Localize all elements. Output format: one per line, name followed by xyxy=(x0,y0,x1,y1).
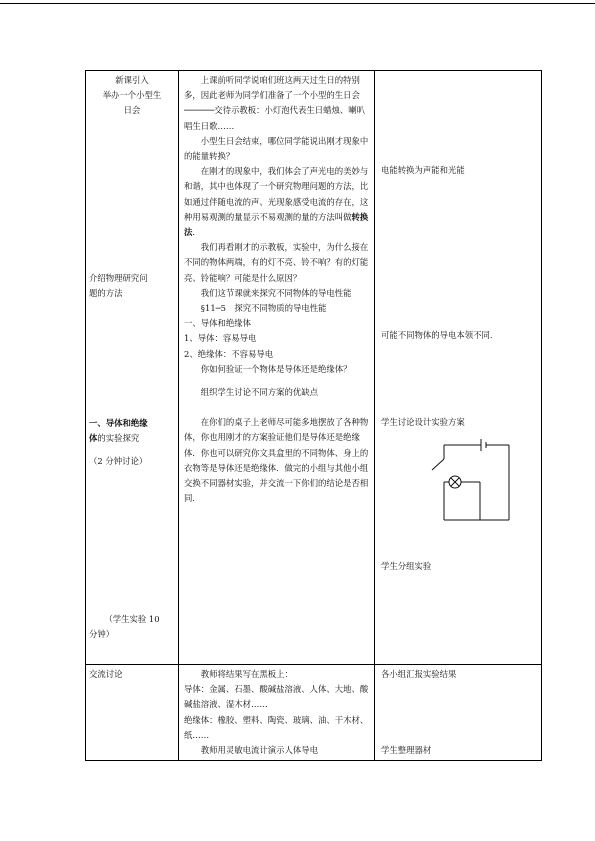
student-activity-cell xyxy=(375,71,542,665)
insulator-list: 绝缘体：橡胶、塑料、陶瓷、玻璃、油、干木材、纸…… xyxy=(184,714,369,740)
student-activity-cell xyxy=(375,665,542,761)
method-title: 介绍物理研究问 题的方法 xyxy=(89,272,148,298)
teacher-paragraph: 我们再看刚才的示教板，实验中，为什么接在不同的物体两端，有的灯不亮、铃不响？有的灯能亮、铃能响？可能是什么原因？ xyxy=(184,242,369,283)
student-answer: 学生整理器材 xyxy=(381,745,432,756)
student-answer: 可能不同物体的导电本领不同． xyxy=(381,330,499,341)
concept-heading: 一、导体和绝缘体 xyxy=(184,318,251,329)
table-row xyxy=(86,71,542,665)
teacher-paragraph: 教师将结果写在黑板上： xyxy=(200,669,293,679)
teacher-paragraph: 你如何验证一个物体是导体还是绝缘体？ xyxy=(200,363,352,374)
teacher-activity-cell xyxy=(179,71,375,665)
teacher-activity-cell xyxy=(179,665,375,761)
experiment-time: （学生实验 10 分钟） xyxy=(89,613,160,639)
student-answer: 电能转换为声能和光能 xyxy=(381,165,465,175)
teacher-paragraph: 小型生日会结束，哪位同学能说出刚才现象中的能量转换？ xyxy=(184,135,369,162)
teacher-paragraph: 教师用灵敏电流计演示人体导电 xyxy=(200,745,319,756)
stage-column-cell: 交流讨论 xyxy=(86,665,179,761)
conductor-list: 导体：金属、石墨、酸碱盐溶液、人体、大地、酸碱盐溶液、湿木材…… xyxy=(184,684,369,710)
circuit-diagram xyxy=(414,437,514,527)
header-rule xyxy=(0,3,595,4)
teacher-paragraph: 在刚才的现象中，我们体会了声光电的美妙与和谐，其中也体现了一个研究物理问题的方法，比如通过伴随电流的声、光现象感受电流的存在，这种用易观测的量显示不易观测的量的方法叫做转换法. xyxy=(184,166,369,238)
teacher-paragraph: 我们这节课就来探究不同物体的导电性能 xyxy=(200,287,352,298)
discussion-time: （2 分钟讨论） xyxy=(89,456,148,467)
concept-item: 1、导体：容易导电 xyxy=(184,333,257,344)
method-term: 转换法 xyxy=(184,211,369,238)
teacher-paragraph: 上课前听同学说咱们班这两天过生日的特别多，因此老师为同学们准备了一个小型的生日会──────交待示教板：小灯泡代表生日蜡烛、喇叭唱生日歌…… xyxy=(184,75,366,131)
student-answer: 各小组汇报实验结果 xyxy=(381,669,457,679)
table-row xyxy=(86,665,542,761)
section-title: 一、导体和绝缘 体的实验探究 xyxy=(89,418,148,444)
teacher-paragraph: 在你们的桌子上老师尽可能多地摆放了各种物体，你也用刚才的方案验证他们是导体还是绝缘体．你也可以研究你文具盒里的不同物体、身上的衣物等是导体还是绝缘体．做完的小组与其他小组交换不同器材实验，并交流一下你们的结论是否相同． xyxy=(184,417,369,504)
lesson-heading: §11─5 探究不同物质的导电性能 xyxy=(200,303,327,314)
teacher-paragraph: 组织学生讨论不同方案的优缺点 xyxy=(200,387,319,398)
student-answer: 学生讨论设计实验方案 xyxy=(381,417,465,428)
student-answer: 学生分组实验 xyxy=(381,560,432,571)
lesson-plan-table xyxy=(85,70,542,761)
intro-title: 新课引入 举办一个小型生 日会 xyxy=(102,75,162,116)
stage-column-cell xyxy=(86,71,179,665)
concept-item: 2、绝缘体：不容易导电 xyxy=(184,348,274,359)
